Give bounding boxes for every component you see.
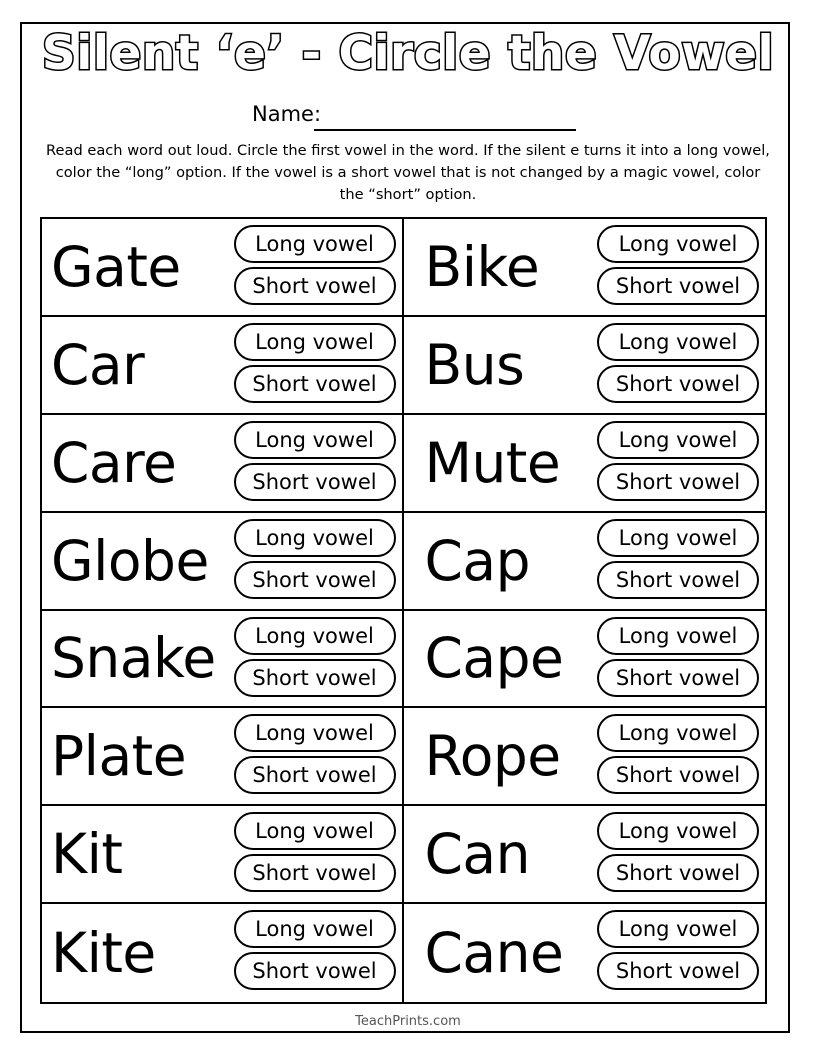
- vowel-options: [234, 421, 396, 501]
- long-vowel-option[interactable]: Long vowel: [234, 812, 396, 850]
- word-cell: [42, 611, 404, 709]
- word: Care: [51, 430, 177, 495]
- long-vowel-option[interactable]: Long vowel: [234, 225, 396, 263]
- word-cell: [404, 904, 766, 1002]
- word-cell: [404, 415, 766, 513]
- vowel-options: [597, 225, 759, 305]
- long-vowel-option[interactable]: Long vowel: [234, 617, 396, 655]
- word: Globe: [51, 528, 209, 593]
- word-cell: [42, 904, 404, 1002]
- word-cell: [404, 513, 766, 611]
- short-vowel-option[interactable]: Short vowel: [234, 365, 396, 403]
- long-vowel-option[interactable]: Long vowel: [234, 323, 396, 361]
- word-cell: [404, 611, 766, 709]
- word: Can: [424, 822, 530, 887]
- word: Gate: [51, 234, 181, 299]
- long-vowel-option[interactable]: Long vowel: [597, 323, 759, 361]
- word: Rope: [424, 724, 561, 789]
- vowel-options: [234, 323, 396, 403]
- word: Kite: [51, 921, 156, 986]
- word: Mute: [424, 430, 561, 495]
- short-vowel-option[interactable]: Short vowel: [597, 365, 759, 403]
- name-label: Name:: [252, 102, 322, 126]
- long-vowel-option[interactable]: Long vowel: [234, 519, 396, 557]
- long-vowel-option[interactable]: Long vowel: [597, 421, 759, 459]
- word-cell: [404, 806, 766, 904]
- word: Cane: [424, 921, 564, 986]
- short-vowel-option[interactable]: Short vowel: [234, 267, 396, 305]
- long-vowel-option[interactable]: Long vowel: [234, 421, 396, 459]
- long-vowel-option[interactable]: Long vowel: [597, 617, 759, 655]
- word-cell: [42, 708, 404, 806]
- long-vowel-option[interactable]: Long vowel: [597, 714, 759, 752]
- long-vowel-option[interactable]: Long vowel: [597, 225, 759, 263]
- vowel-options: [597, 910, 759, 990]
- word: Car: [51, 332, 145, 397]
- word: Plate: [51, 724, 187, 789]
- short-vowel-option[interactable]: Short vowel: [597, 952, 759, 990]
- vowel-options: [234, 617, 396, 697]
- short-vowel-option[interactable]: Short vowel: [234, 659, 396, 697]
- vowel-options: [597, 421, 759, 501]
- short-vowel-option[interactable]: Short vowel: [597, 854, 759, 892]
- name-row: [252, 102, 582, 132]
- vowel-options: [597, 617, 759, 697]
- short-vowel-option[interactable]: Short vowel: [234, 463, 396, 501]
- vowel-options: [234, 225, 396, 305]
- word-cell: [42, 806, 404, 904]
- short-vowel-option[interactable]: Short vowel: [234, 756, 396, 794]
- long-vowel-option[interactable]: Long vowel: [597, 910, 759, 948]
- vowel-options: [234, 714, 396, 794]
- short-vowel-option[interactable]: Short vowel: [597, 463, 759, 501]
- instructions: Read each word out loud. Circle the first vowel in the word. If the silent e turns it into a long vowel, color the “long” option. If the vowel is a short vowel that is not changed by a magic vowel, color the “short” option.: [46, 142, 770, 203]
- long-vowel-option[interactable]: Long vowel: [234, 714, 396, 752]
- short-vowel-option[interactable]: Short vowel: [234, 854, 396, 892]
- word-grid: [40, 217, 767, 1004]
- word-cell: [42, 513, 404, 611]
- word: Cape: [424, 626, 564, 691]
- word-cell: [404, 317, 766, 415]
- vowel-options: [234, 812, 396, 892]
- name-field[interactable]: [314, 129, 576, 131]
- word: Bike: [424, 234, 540, 299]
- word: Snake: [51, 626, 216, 691]
- vowel-options: [597, 714, 759, 794]
- vowel-options: [234, 910, 396, 990]
- short-vowel-option[interactable]: Short vowel: [597, 756, 759, 794]
- word: Cap: [424, 528, 531, 593]
- vowel-options: [597, 323, 759, 403]
- word-cell: [42, 415, 404, 513]
- word: Kit: [51, 822, 123, 887]
- long-vowel-option[interactable]: Long vowel: [597, 812, 759, 850]
- short-vowel-option[interactable]: Short vowel: [597, 561, 759, 599]
- short-vowel-option[interactable]: Short vowel: [597, 659, 759, 697]
- footer-credit: TeachPrints.com: [355, 1014, 461, 1029]
- word-cell: [42, 219, 404, 317]
- word-cell: [42, 317, 404, 415]
- long-vowel-option[interactable]: Long vowel: [234, 910, 396, 948]
- vowel-options: [597, 812, 759, 892]
- short-vowel-option[interactable]: Short vowel: [234, 952, 396, 990]
- worksheet-title: Silent ‘e’ - Circle the Vowel: [41, 26, 775, 81]
- word-cell: [404, 219, 766, 317]
- short-vowel-option[interactable]: Short vowel: [597, 267, 759, 305]
- short-vowel-option[interactable]: Short vowel: [234, 561, 396, 599]
- word: Bus: [424, 332, 525, 397]
- long-vowel-option[interactable]: Long vowel: [597, 519, 759, 557]
- vowel-options: [597, 519, 759, 599]
- vowel-options: [234, 519, 396, 599]
- word-cell: [404, 708, 766, 806]
